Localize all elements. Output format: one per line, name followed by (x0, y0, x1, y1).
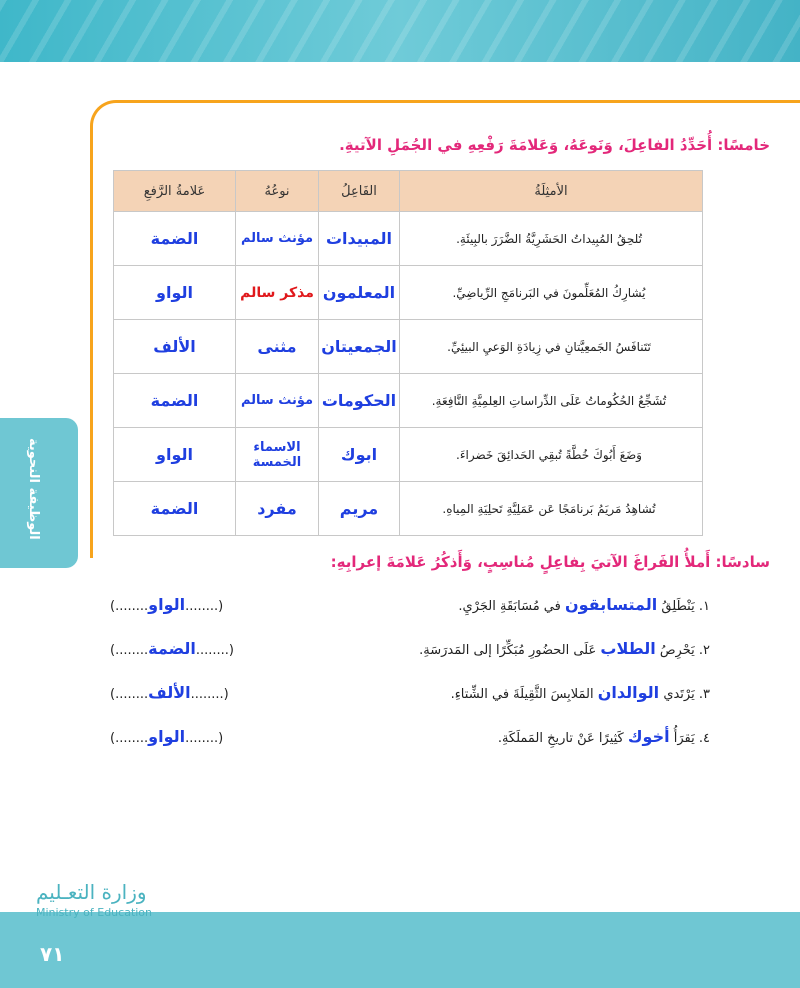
logo-english: Ministry of Education (36, 906, 153, 919)
item-before: يَنْطَلِقُ (661, 599, 695, 614)
table-row (114, 212, 703, 266)
subject-answer: الجمعيتان (319, 320, 400, 374)
header-subject: الفَاعِلُ (319, 171, 400, 212)
sentence-cell: تَتَنافَسُ الجَمعِيَّتانِ في زِيادَةِ الوَعيِ البيئِيِّ. (400, 320, 703, 374)
fill-item (451, 683, 710, 702)
table-row (114, 320, 703, 374)
fill-item (419, 639, 710, 658)
subject-answer: المبيدات (319, 212, 400, 266)
mark-paren: (........الألف........) (110, 683, 229, 702)
item-after: كَثِيرًا عَنْ تاريخِ المَملَكَةِ. (497, 731, 624, 746)
mark-answer: الضمة (114, 212, 236, 266)
mark-answer: الواو (114, 428, 236, 482)
sentence-cell: تُشاهِدُ مَريَمُ بَرنامَجًا عَن عَمَلِيَّةِ تَحلِيَةِ المِياهِ. (400, 482, 703, 536)
fill-item (498, 727, 710, 746)
mark-paren: (........الواو........) (110, 727, 224, 746)
item-before: يَحْرِصُ (659, 643, 695, 658)
fill-answer: أخوك (627, 727, 670, 746)
page-number: ٧١ (40, 942, 65, 966)
subject-answer: المعلمون (319, 266, 400, 320)
item-number: ١. (698, 599, 710, 614)
mark-paren: (........الضمة........) (110, 639, 234, 658)
sentence-cell: تُلحِقُ المُبِيداتُ الحَشَرِيَّةُ الضَّرَرَ بالبِيئَةِ. (400, 212, 703, 266)
header-examples: الأمثِلَةُ (400, 171, 703, 212)
item-after: عَلَى الحضُورِ مُبَكِّرًا إلى المَدرَسَةِ. (419, 643, 597, 658)
top-decorative-band (0, 0, 800, 62)
fill-answer: المتسابقون (564, 595, 658, 614)
table-row (114, 482, 703, 536)
type-answer: مثنى (236, 320, 319, 374)
type-answer: مذكر سالم (236, 266, 319, 320)
sentence-cell: تُشَجِّعُ الحُكُوماتُ عَلَى الدِّراساتِ العِلمِيَّةِ النَّافِعَةِ. (400, 374, 703, 428)
item-number: ٢. (698, 643, 710, 658)
header-mark: عَلامةُ الرَّفعِ (114, 171, 236, 212)
subject-answer: مريم (319, 482, 400, 536)
table-header-row (114, 171, 703, 212)
table-row (114, 428, 703, 482)
fill-answer: الطلاب (600, 639, 656, 658)
item-number: ٤. (698, 731, 710, 746)
sentence-cell: يُشارِكُ المُعَلِّمونَ في البَرنامَجِ الرِّياضِيِّ. (400, 266, 703, 320)
section6-title: سادسًا: أَملأُ الفَراغَ الآتيَ بِفاعِلٍ مُناسِبٍ، وَأَذكُرُ عَلامَةَ إعرابِهِ: (330, 553, 770, 571)
mark-answer: الضمة (114, 482, 236, 536)
subject-answer: ابوك (319, 428, 400, 482)
fill-answer: الوالدان (597, 683, 660, 702)
mark-answer: الألف (114, 320, 236, 374)
side-tab (0, 418, 78, 568)
table-row (114, 266, 703, 320)
type-answer: مؤنث سالم (236, 374, 319, 428)
item-after: المَلابِسَ الثَّقِيلَةَ في الشِّتاءِ. (450, 687, 594, 702)
mark-answer: الواو (148, 727, 186, 746)
calligraphy-pattern (0, 0, 800, 62)
logo-arabic: وزارة التعـليم (36, 880, 147, 904)
mark-paren: (........الواو........) (110, 595, 224, 614)
type-answer: مفرد (236, 482, 319, 536)
mark-answer: الضمة (148, 639, 196, 658)
type-answer: مؤنث سالم (236, 212, 319, 266)
side-tab-label: الوظيفة النحوية (26, 438, 41, 540)
item-after: في مُسَابَقَةِ الجَرْيِ. (458, 599, 561, 614)
table-row (114, 374, 703, 428)
bottom-band (0, 912, 800, 988)
mark-answer: الواو (114, 266, 236, 320)
section5-title: خامسًا: أُحَدِّدُ الفاعِلَ، وَنَوعَهُ، وَعَلامَةَ رَفْعِهِ في الجُمَلِ الآتيةِ. (339, 136, 770, 154)
subject-table (113, 170, 703, 536)
item-before: يَرْتَدي (663, 687, 695, 702)
mark-answer: الضمة (114, 374, 236, 428)
subject-answer: الحكومات (319, 374, 400, 428)
type-answer: الاسماء الخمسة (236, 428, 319, 482)
ministry-logo (36, 880, 152, 919)
sentence-cell: وَضَعَ أَبُوكَ خُطَّةً تُبقِي الحَدائِقَ خَضراءَ. (400, 428, 703, 482)
mark-answer: الألف (148, 683, 191, 702)
item-before: يَقرَأُ (673, 731, 695, 746)
mark-answer: الواو (148, 595, 186, 614)
fill-item (458, 595, 710, 614)
item-number: ٣. (698, 687, 710, 702)
header-type: نوعُهُ (236, 171, 319, 212)
